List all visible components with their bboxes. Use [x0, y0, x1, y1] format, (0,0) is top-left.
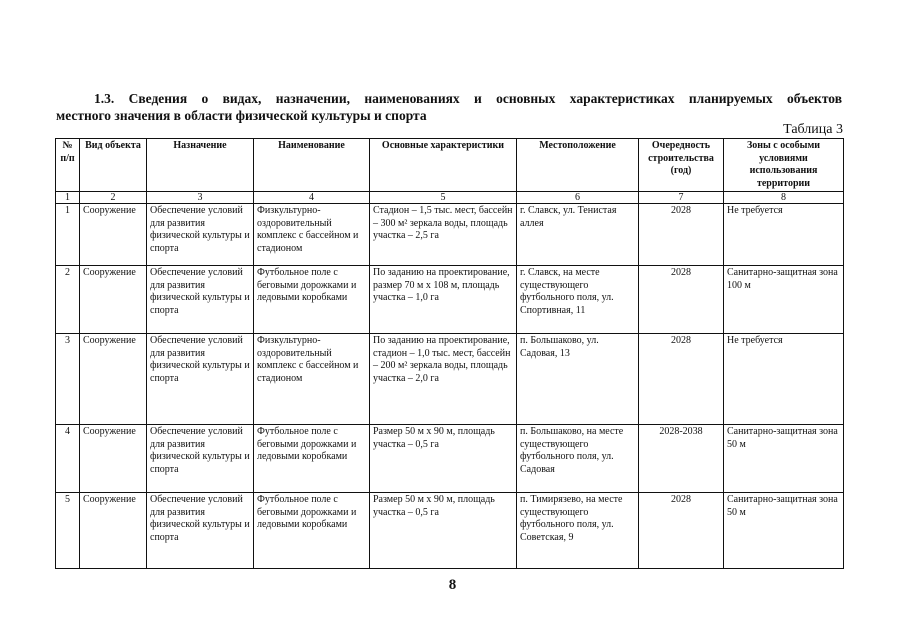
- cell-number: 4: [56, 425, 80, 493]
- table-row: [56, 266, 844, 334]
- cell-purpose: Обеспечение условий для развития физической культуры и спорта: [147, 266, 254, 334]
- cell-name: Футбольное поле с беговыми дорожками и ледовыми коробками: [254, 266, 370, 334]
- cell-number: 2: [56, 266, 80, 334]
- section-heading: [56, 90, 842, 124]
- column-number: 6: [517, 192, 639, 204]
- cell-characteristics: Стадион – 1,5 тыс. мест, бассейн – 300 м² зеркала воды, площадь участка – 2,5 га: [370, 204, 517, 266]
- column-number: 3: [147, 192, 254, 204]
- column-number: 8: [724, 192, 844, 204]
- table-row: [56, 425, 844, 493]
- cell-name: Футбольное поле с беговыми дорожками и ледовыми коробками: [254, 493, 370, 569]
- header-location: Местоположение: [517, 139, 639, 192]
- cell-object-type: Сооружение: [80, 204, 147, 266]
- column-number-row: [56, 192, 844, 204]
- cell-object-type: Сооружение: [80, 334, 147, 425]
- cell-number: 3: [56, 334, 80, 425]
- cell-location: п. Большаково, ул. Садовая, 13: [517, 334, 639, 425]
- cell-purpose: Обеспечение условий для развития физической культуры и спорта: [147, 204, 254, 266]
- cell-special-zones: Санитарно-защитная зона 50 м: [724, 425, 844, 493]
- cell-construction-order: 2028: [639, 266, 724, 334]
- table-row: [56, 334, 844, 425]
- cell-purpose: Обеспечение условий для развития физической культуры и спорта: [147, 493, 254, 569]
- section-heading-line-1: 1.3. Сведения о видах, назначении, наименованиях и основных характеристиках планируемых объектов: [94, 91, 842, 106]
- table-caption: Таблица 3: [783, 122, 843, 137]
- cell-purpose: Обеспечение условий для развития физической культуры и спорта: [147, 334, 254, 425]
- cell-special-zones: Санитарно-защитная зона 100 м: [724, 266, 844, 334]
- cell-characteristics: По заданию на проектирование, стадион – 1,0 тыс. мест, бассейн – 200 м² зеркала воды, площадь участка – 2,0 га: [370, 334, 517, 425]
- header-number: № п/п: [56, 139, 80, 192]
- cell-number: 1: [56, 204, 80, 266]
- planned-objects-table: [55, 138, 844, 569]
- cell-location: г. Славск, ул. Тенистая аллея: [517, 204, 639, 266]
- cell-location: п. Тимирязево, на месте существующего футбольного поля, ул. Советская, 9: [517, 493, 639, 569]
- cell-special-zones: Санитарно-защитная зона 50 м: [724, 493, 844, 569]
- cell-characteristics: Размер 50 м х 90 м, площадь участка – 0,5 га: [370, 493, 517, 569]
- cell-characteristics: По заданию на проектирование, размер 70 м х 108 м, площадь участка – 1,0 га: [370, 266, 517, 334]
- column-number: 5: [370, 192, 517, 204]
- header-special-zones: Зоны с особыми условиями использования территории: [724, 139, 844, 192]
- cell-location: г. Славск, на месте существующего футбольного поля, ул. Спортивная, 11: [517, 266, 639, 334]
- page-number: 8: [448, 577, 457, 593]
- cell-name: Физкультурно-оздоровительный комплекс с бассейном и стадионом: [254, 334, 370, 425]
- cell-construction-order: 2028: [639, 493, 724, 569]
- cell-construction-order: 2028-2038: [639, 425, 724, 493]
- column-number: 7: [639, 192, 724, 204]
- header-object-type: Вид объекта: [80, 139, 147, 192]
- table-row: [56, 493, 844, 569]
- cell-location: п. Большаково, на месте существующего футбольного поля, ул. Садовая: [517, 425, 639, 493]
- cell-characteristics: Размер 50 м х 90 м, площадь участка – 0,5 га: [370, 425, 517, 493]
- cell-object-type: Сооружение: [80, 266, 147, 334]
- cell-special-zones: Не требуется: [724, 204, 844, 266]
- column-number: 2: [80, 192, 147, 204]
- table-row: [56, 204, 844, 266]
- header-purpose: Назначение: [147, 139, 254, 192]
- cell-construction-order: 2028: [639, 204, 724, 266]
- section-heading-line-2: местного значения в области физической культуры и спорта: [56, 108, 427, 123]
- cell-object-type: Сооружение: [80, 425, 147, 493]
- cell-name: Физкультурно-оздоровительный комплекс с бассейном и стадионом: [254, 204, 370, 266]
- header-characteristics: Основные характеристики: [370, 139, 517, 192]
- cell-special-zones: Не требуется: [724, 334, 844, 425]
- cell-number: 5: [56, 493, 80, 569]
- header-construction-order: Очередность строительства (год): [639, 139, 724, 192]
- cell-construction-order: 2028: [639, 334, 724, 425]
- cell-purpose: Обеспечение условий для развития физической культуры и спорта: [147, 425, 254, 493]
- cell-name: Футбольное поле с беговыми дорожками и ледовыми коробками: [254, 425, 370, 493]
- column-number: 4: [254, 192, 370, 204]
- column-number: 1: [56, 192, 80, 204]
- cell-object-type: Сооружение: [80, 493, 147, 569]
- table-header-row: [56, 139, 844, 192]
- header-name: Наименование: [254, 139, 370, 192]
